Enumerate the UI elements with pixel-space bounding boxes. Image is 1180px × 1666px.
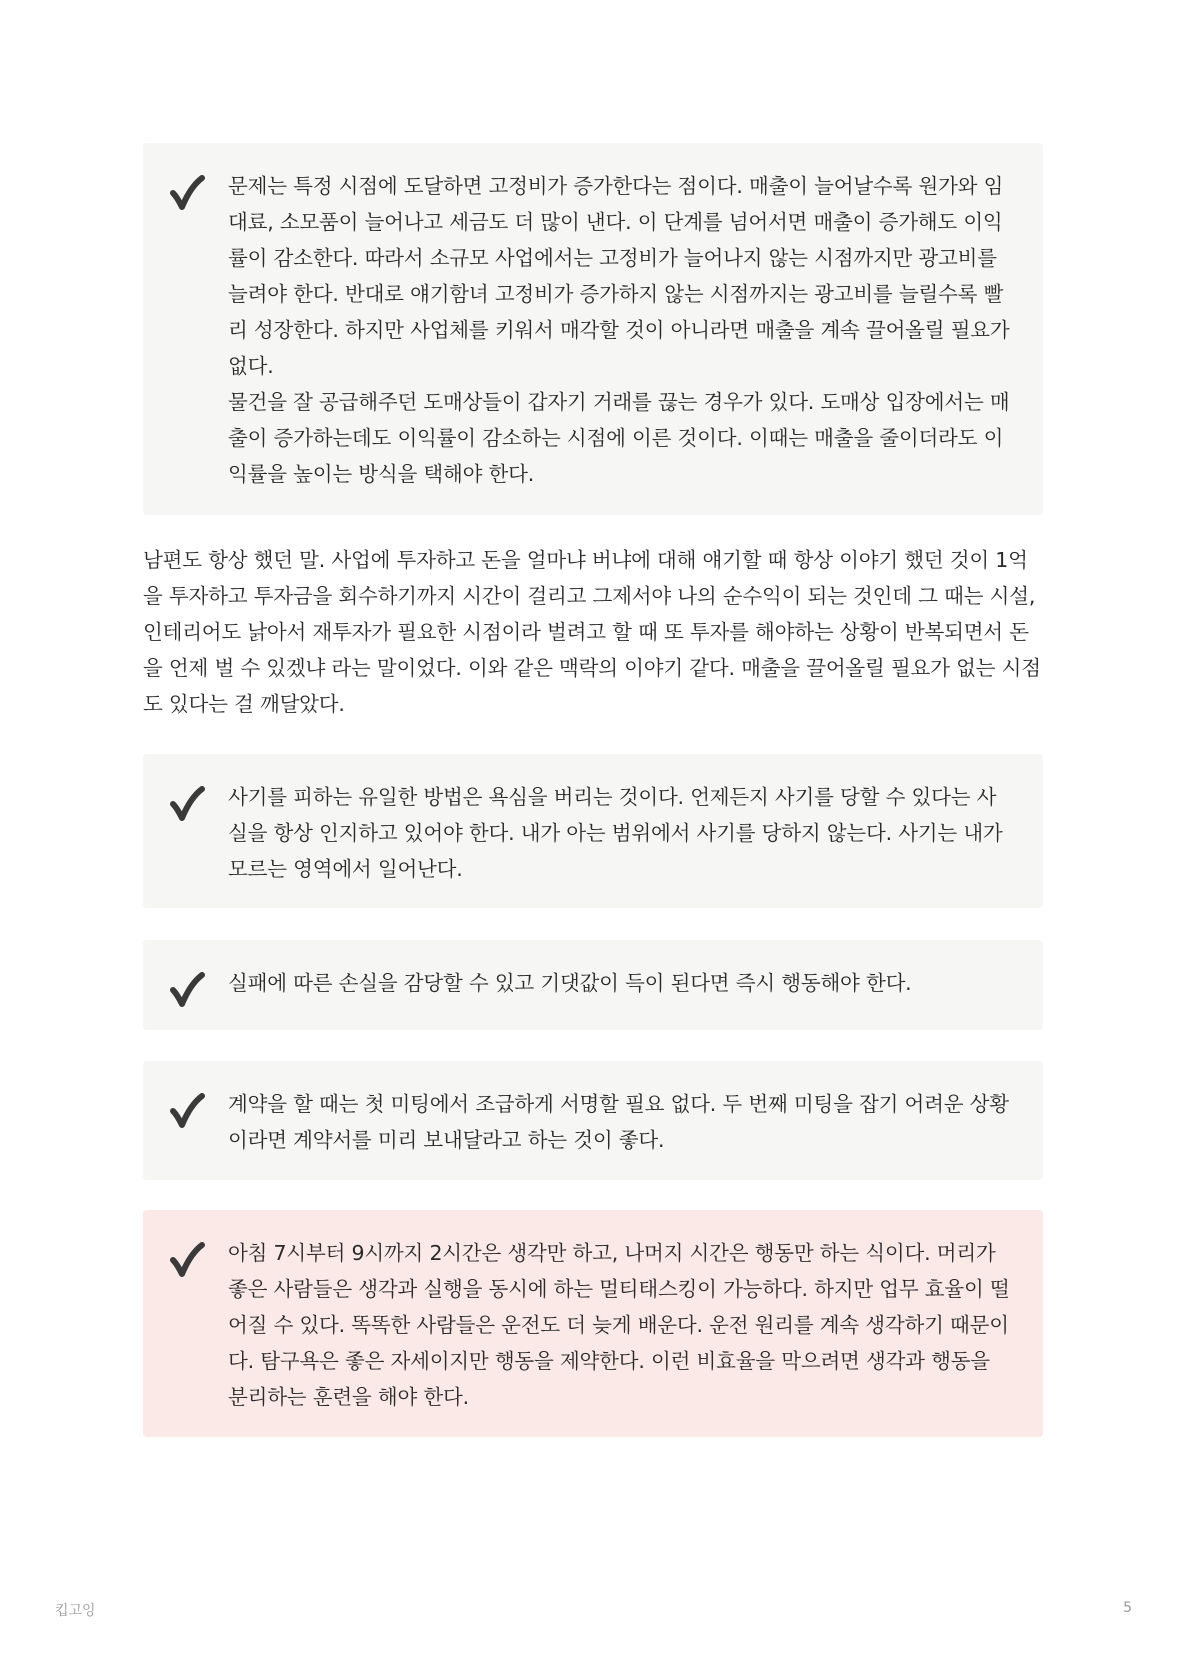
callout-paragraph: 사기를 피하는 유일한 방법은 욕심을 버리는 것이다. 언제든지 사기를 당할 수 있다는 사실을 항상 인지하고 있어야 한다. 내가 아는 범위에서 사기를 당하지 않는다. 사기는 내가 모르는 영역에서 일어난다. [228, 785, 1003, 881]
callout-paragraph: 아침 7시부터 9시까지 2시간은 생각만 하고, 나머지 시간은 행동만 하는 식이다. 머리가 좋은 사람들은 생각과 실행을 동시에 하는 멀티태스킹이 가능하다. 하지만 업무 효율이 떨어질 수 있다. 똑똑한 사람들은 운전도 더 늦게 배운다. 운전 원리를 계속 생각하기 때문이다. 탐구욕은 좋은 자세이지만 행동을 제약한다. 이런 비효율을 막으려면 생각과 행동을 분리하는 훈련을 해야 한다. [228, 1241, 1010, 1409]
footer-title: 킵고잉 [55, 1603, 96, 1619]
callout-text [228, 1086, 1013, 1158]
callout-paragraph: 물건을 잘 공급해주던 도매상들이 갑자기 거래를 끊는 경우가 있다. 도매상 입장에서는 매출이 증가하는데도 이익률이 감소하는 시점에 이른 것이다. 이때는 매출을 줄이더라도 이익률을 높이는 방식을 택해야 한다. [228, 390, 1010, 486]
callout-paragraph: 실패에 따른 손실을 감당할 수 있고 기댓값이 득이 된다면 즉시 행동해야 한다. [228, 971, 912, 995]
callout-contract [143, 1061, 1043, 1180]
check-icon [167, 970, 207, 1010]
check-icon [167, 173, 207, 213]
callout-paragraph: 문제는 특정 시점에 도달하면 고정비가 증가한다는 점이다. 매출이 늘어날수록 원가와 임대료, 소모품이 늘어나고 세금도 더 많이 낸다. 이 단계를 넘어서면 매출이 증가해도 이익률이 감소한다. 따라서 소규모 사업에서는 고정비가 늘어나지 않는 시점까지만 광고비를 늘려야 한다. 반대로 얘기함녀 고정비가 증가하지 않는 시점까지는 광고비를 늘릴수록 빨리 성장한다. 하지만 사업체를 키워서 매각할 것이 아니라면 매출을 계속 끌어올릴 필요가 없다. [228, 174, 1010, 378]
body-paragraph: 남편도 항상 했던 말. 사업에 투자하고 돈을 얼마냐 버냐에 대해 얘기할 때 항상 이야기 했던 것이 1억을 투자하고 투자금을 회수하기까지 시간이 걸리고 그제서야 나의 순수익이 되는 것인데 그 때는 시설, 인테리어도 낡아서 재투자가 필요한 시점이라 벌려고 할 때 또 투자를 해야하는 상황이 반복되면서 돈을 언제 벌 수 있겠냐 라는 말이었다. 이와 같은 맥락의 이야기 같다. 매출을 끌어올릴 필요가 없는 시점도 있다는 걸 깨달았다. [143, 548, 1041, 716]
callout-text [228, 168, 1013, 492]
check-icon [167, 1091, 207, 1131]
page-number: 5 [1123, 1600, 1132, 1616]
callout-act-now [143, 940, 1043, 1030]
callout-think-act [143, 1210, 1043, 1437]
callout-text [228, 779, 1013, 887]
callout-fixed-cost [143, 143, 1043, 515]
callout-fraud [143, 754, 1043, 908]
callout-paragraph: 계약을 할 때는 첫 미팅에서 조급하게 서명할 필요 없다. 두 번째 미팅을 잡기 어려운 상황이라면 계약서를 미리 보내달라고 하는 것이 좋다. [228, 1092, 1009, 1152]
callout-text [228, 1235, 1013, 1415]
check-icon [167, 1240, 207, 1280]
check-icon [167, 784, 207, 824]
callout-text [228, 965, 1013, 1001]
